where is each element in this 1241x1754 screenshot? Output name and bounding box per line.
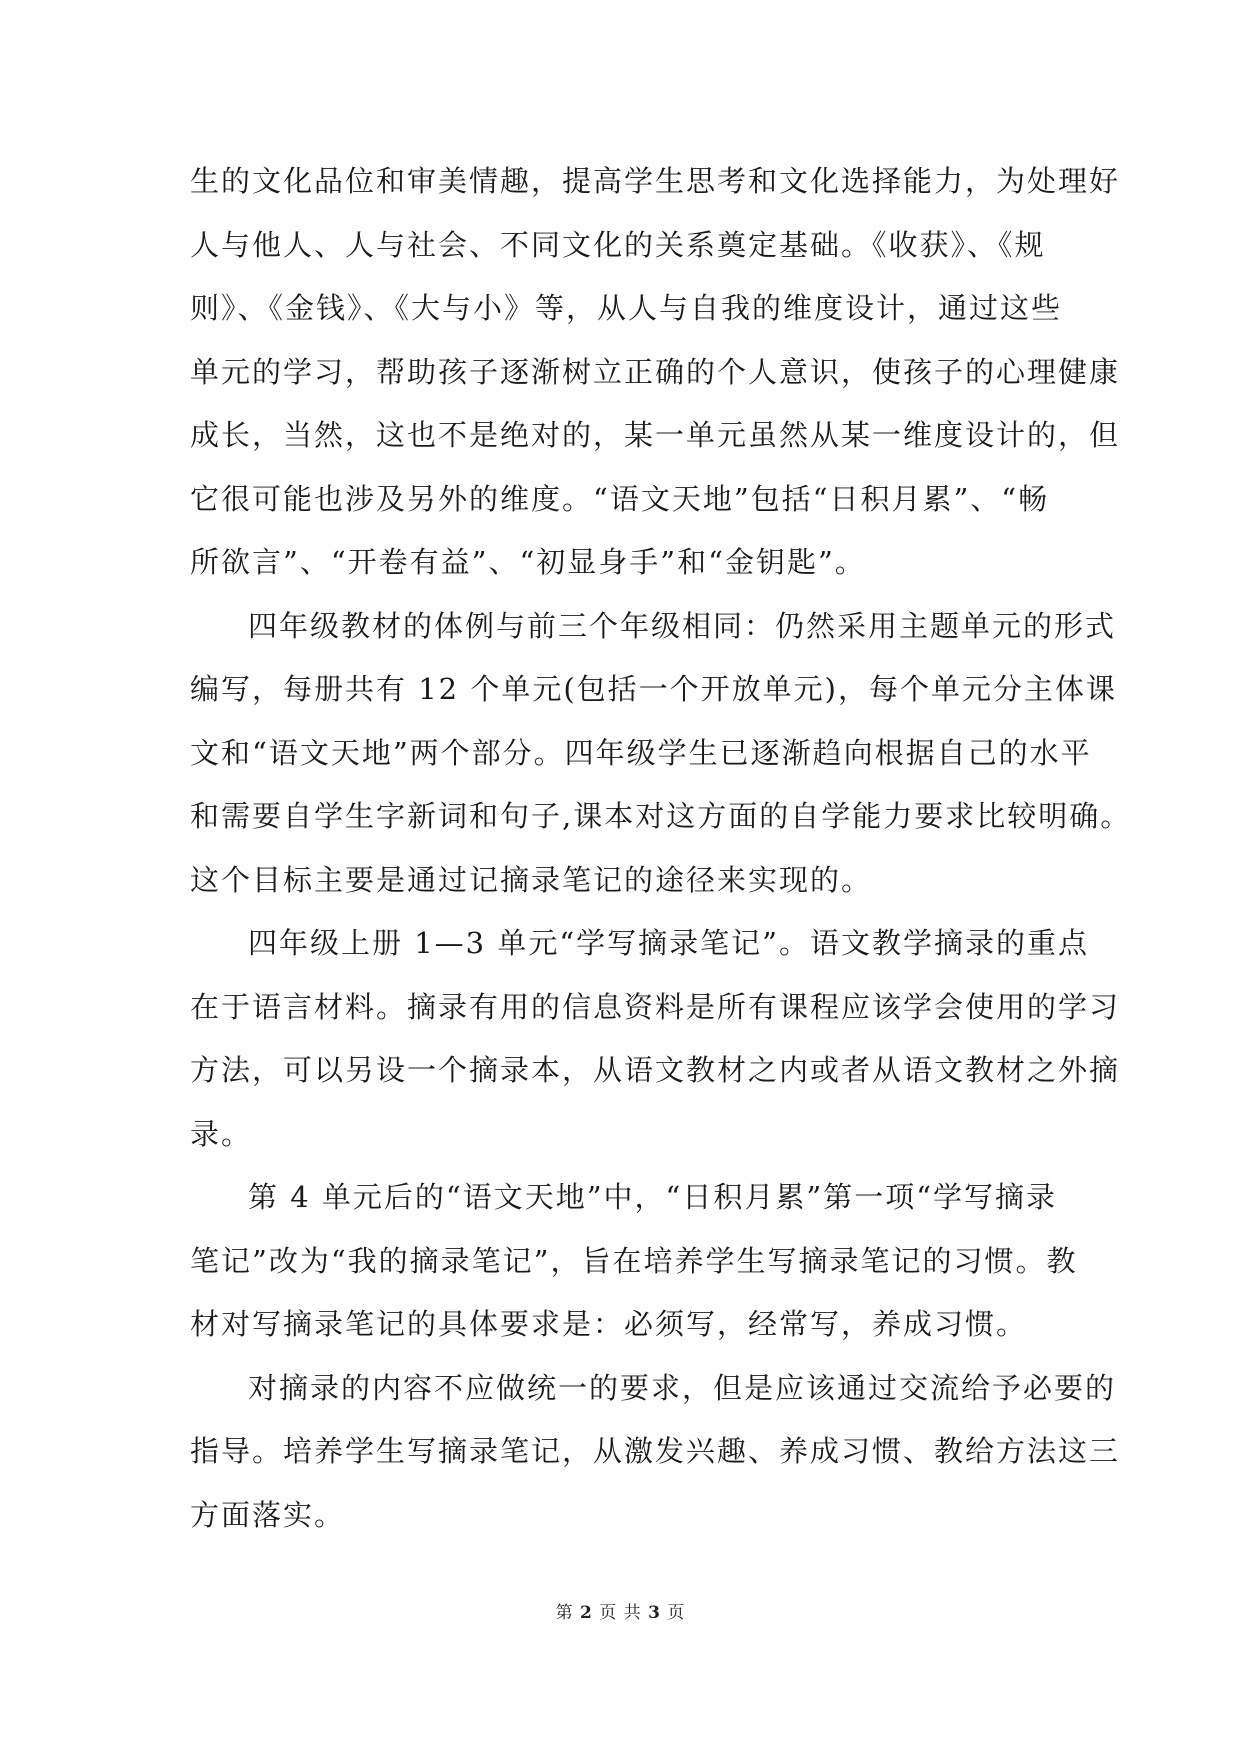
document-body [190, 150, 1132, 1547]
footer-prefix: 第 [555, 1603, 574, 1623]
text-line: 则》、《金钱》、《大与小》等，从人与自我的维度设计，通过这些 [190, 291, 1063, 325]
text-line: 编写，每册共有 12 个单元(包括一个开放单元)，每个单元分主体课 [190, 672, 1117, 706]
text-line: 这个目标主要是通过记摘录笔记的途径来实现的。 [190, 862, 873, 897]
text-line: 材对写摘录笔记的具体要求是：必须写，经常写，养成习惯。 [190, 1307, 1028, 1341]
text-line: 成长，当然，这也不是绝对的，某一单元虽然从某一维度设计的，但 [190, 418, 1121, 452]
paragraph-3 [190, 912, 1121, 1166]
text-line: 方法，可以另设一个摘录本，从语文教材之内或者从语文教材之外摘 [190, 1053, 1121, 1087]
text-line: 四年级教材的体例与前三个年级相同：仍然采用主题单元的形式 [248, 608, 1117, 643]
text-line: 对摘录的内容不应做统一的要求，但是应该通过交流给予必要的 [248, 1370, 1117, 1405]
text-line: 笔记”改为“我的摘录笔记”，旨在培养学生写摘录笔记的习惯。教 [190, 1243, 1078, 1278]
text-line: 和需要自学生字新词和句子,课本对这方面的自学能力要求比较明确。 [190, 799, 1132, 833]
footer-middle: 页 共 [599, 1603, 642, 1623]
paragraph-5 [190, 1357, 1121, 1548]
text-line: 它很可能也涉及另外的维度。“语文天地”包括“日积月累”、“畅 [190, 481, 1050, 516]
text-line: 指导。培养学生写摘录笔记，从激发兴趣、养成习惯、教给方法这三 [190, 1434, 1121, 1468]
paragraph-1 [190, 150, 1121, 595]
text-line: 所欲言”、“开卷有益”、“初显身手”和“金钥匙”。 [190, 545, 866, 579]
paragraph-2 [190, 595, 1132, 913]
text-line: 单元的学习，帮助孩子逐渐树立正确的个人意识，使孩子的心理健康 [190, 354, 1121, 389]
text-line: 文和“语文天地”两个部分。四年级学生已逐渐趋向根据自己的水平 [190, 735, 1092, 770]
text-line: 录。 [190, 1116, 253, 1151]
text-line: 在于语言材料。摘录有用的信息资料是所有课程应该学会使用的学习 [190, 989, 1121, 1024]
current-page-number: 2 [580, 1603, 593, 1623]
page-footer [0, 1598, 1241, 1623]
text-line: 四年级上册 1—3 单元“学写摘录笔记”。语文教学摘录的重点 [248, 926, 1089, 960]
footer-suffix: 页 [667, 1603, 686, 1623]
total-page-count: 3 [648, 1603, 661, 1623]
text-line: 人与他人、人与社会、不同文化的关系奠定基础。《收获》、《规 [190, 227, 1046, 262]
paragraph-4 [190, 1166, 1078, 1357]
text-line: 第 4 单元后的“语文天地”中，“日积月累”第一项“学写摘录 [248, 1180, 1058, 1214]
text-line: 生的文化品位和审美情趣，提高学生思考和文化选择能力，为处理好 [190, 164, 1121, 198]
text-line: 方面落实。 [190, 1497, 346, 1532]
